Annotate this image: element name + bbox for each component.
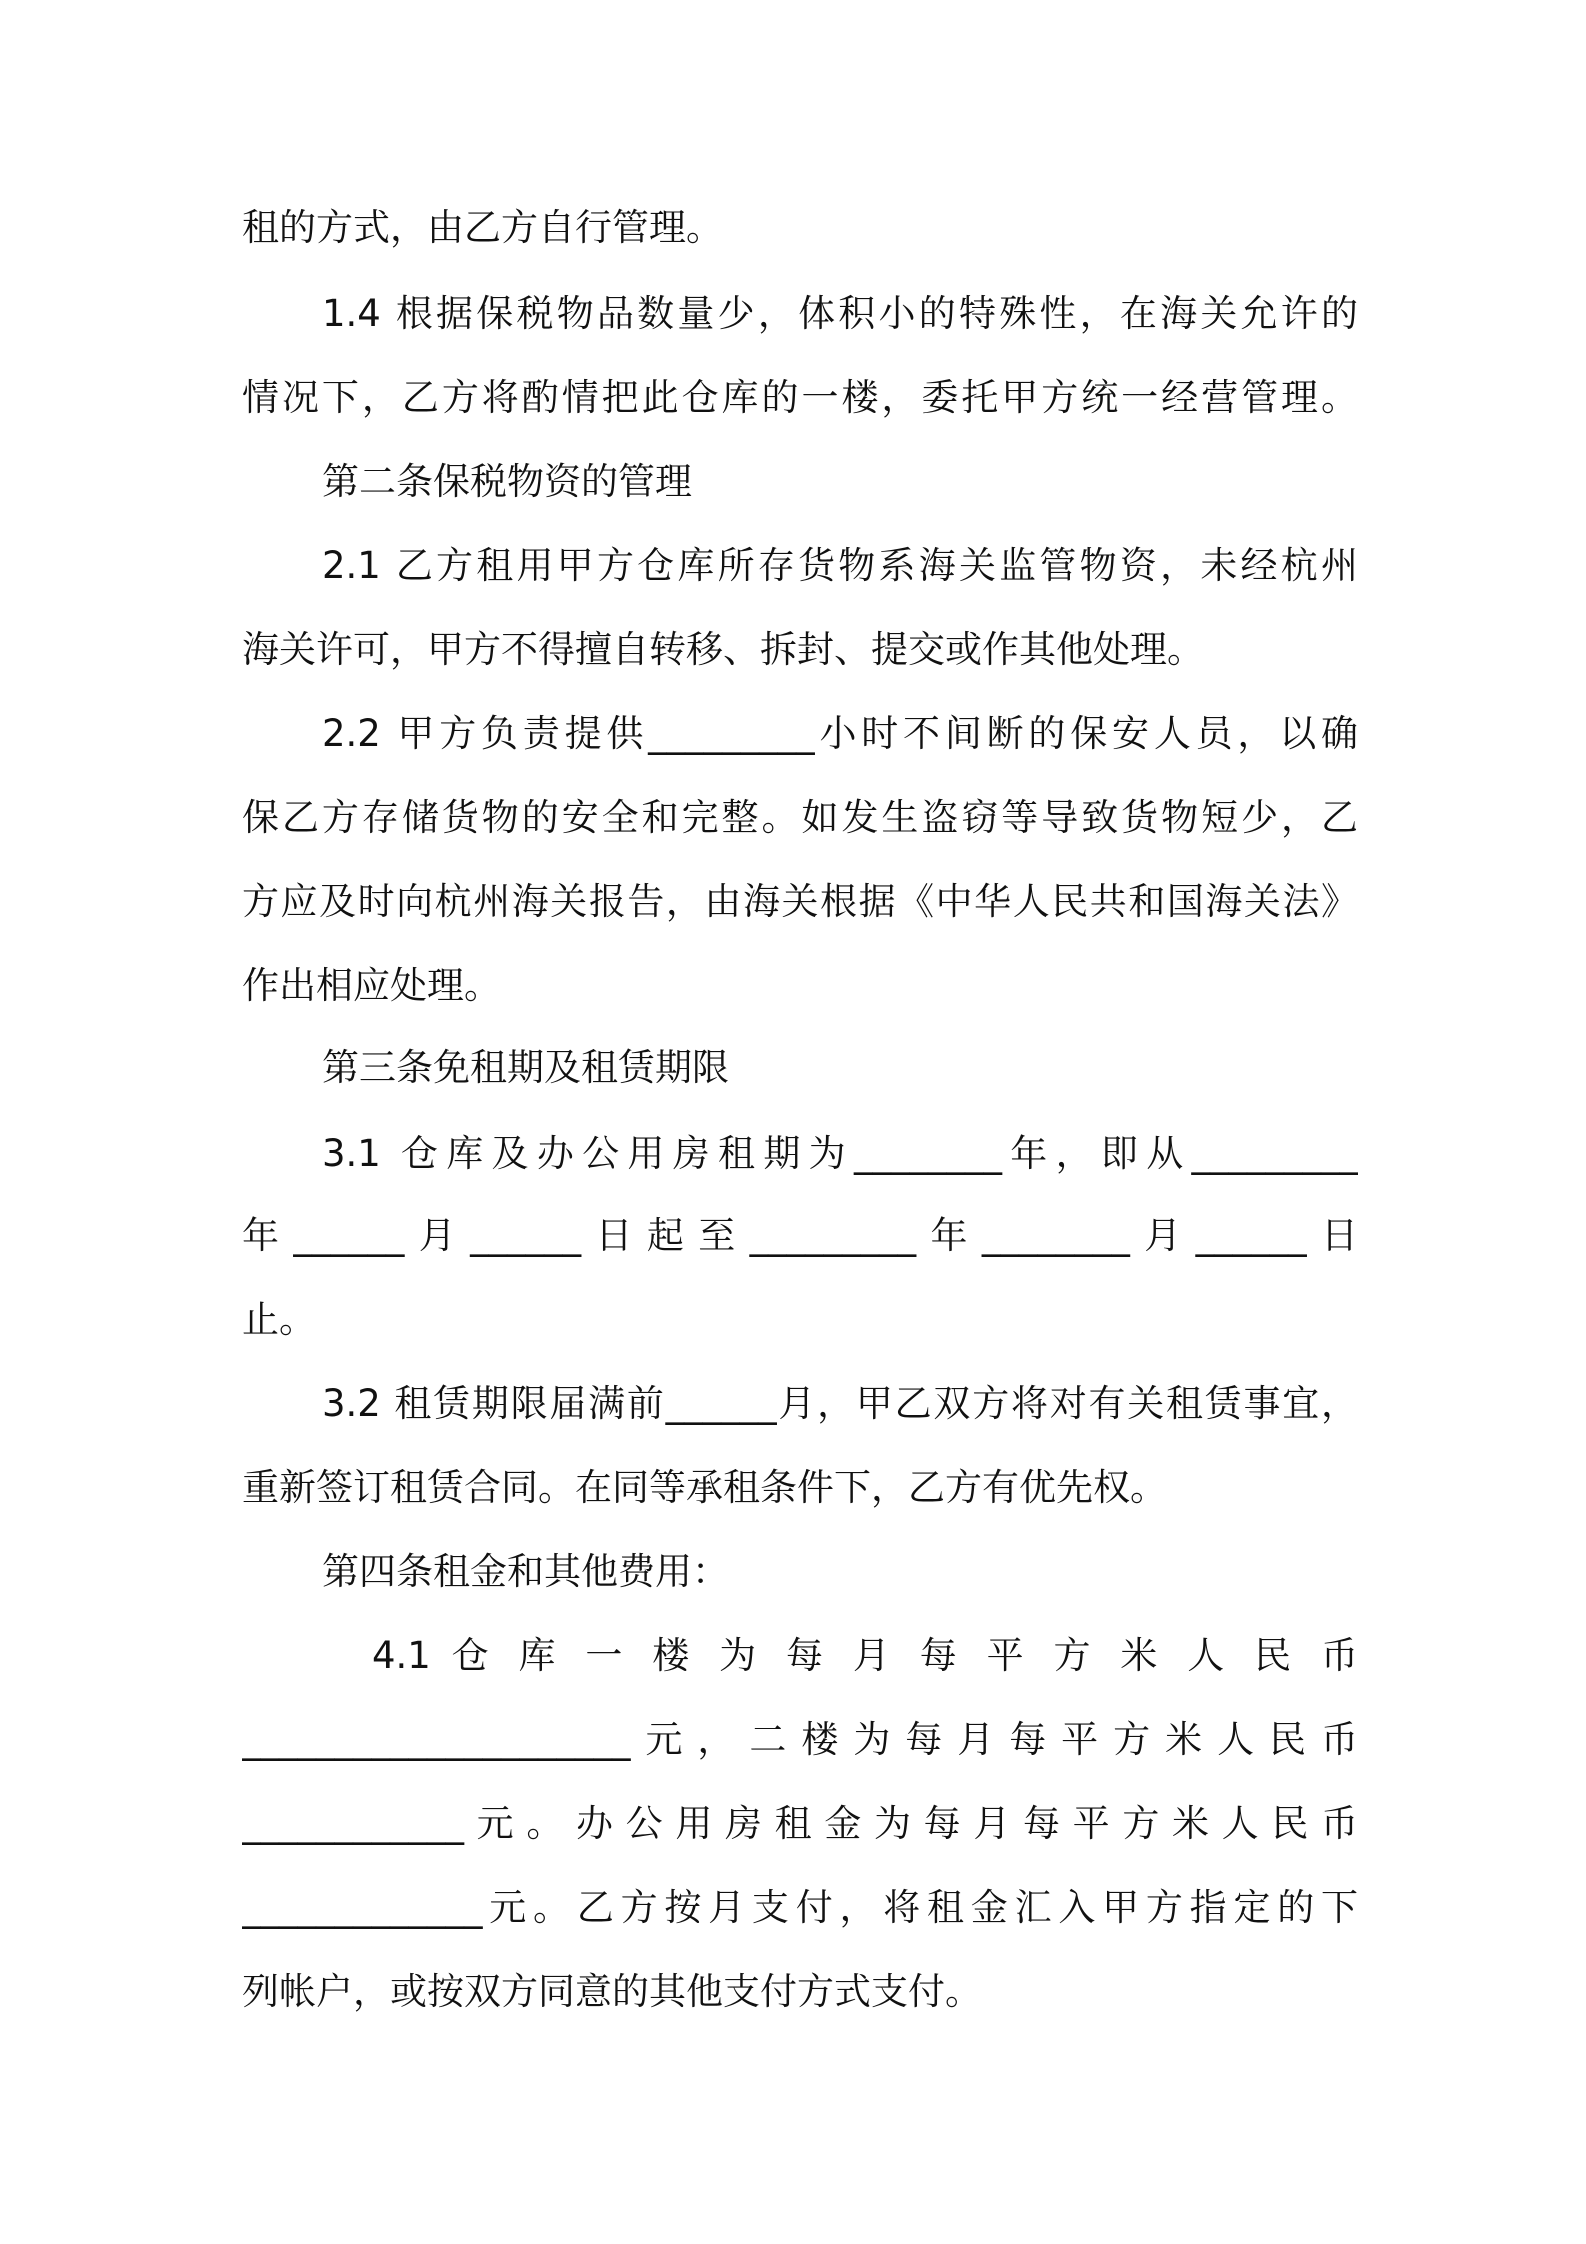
text-line-6: 海关许可，甲方不得擅自转移、拆封、提交或作其他处理。: [242, 628, 1204, 671]
section-heading-4: 第四条租金和其他费用：: [322, 1550, 729, 1593]
text-line-7: 2.2 甲方负责提供_________小时不间断的保安人员，以确: [322, 712, 1358, 755]
text-line-13: 年______月______日起至_________年________月______日: [242, 1214, 1358, 1257]
text-line-9: 方应及时向杭州海关报告，由海关根据《中华人民共和国海关法》: [242, 880, 1358, 923]
section-heading-3: 第三条免租期及租赁期限: [322, 1046, 729, 1089]
text-line-10: 作出相应处理。: [242, 964, 501, 1007]
text-line-1: 租的方式，由乙方自行管理。: [242, 206, 723, 249]
text-line-19: _____________________元，二楼为每月每平方米人民币: [242, 1718, 1358, 1761]
text-line-8: 保乙方存储货物的安全和完整。如发生盗窃等导致货物短少，乙: [242, 796, 1358, 839]
text-line-18: 4.1 仓 库 一 楼 为 每 月 每 平 方 米 人 民 币: [372, 1634, 1358, 1677]
text-line-12: 3.1 仓库及办公用房租期为________年，即从_________: [322, 1132, 1358, 1175]
text-line-3: 情况下，乙方将酌情把此仓库的一楼，委托甲方统一经营管理。: [242, 376, 1358, 419]
text-line-21: _____________元。乙方按月支付，将租金汇入甲方指定的下: [242, 1886, 1358, 1929]
text-line-2: 1.4 根据保税物品数量少，体积小的特殊性，在海关允许的: [322, 292, 1358, 335]
section-heading-2: 第二条保税物资的管理: [322, 460, 692, 503]
text-line-15: 3.2 租赁期限届满前______月，甲乙双方将对有关租赁事宜，: [322, 1382, 1358, 1425]
text-line-20: ____________元。办公用房租金为每月每平方米人民币: [242, 1802, 1358, 1845]
text-line-22: 列帐户，或按双方同意的其他支付方式支付。: [242, 1970, 982, 2013]
text-line-16: 重新签订租赁合同。在同等承租条件下，乙方有优先权。: [242, 1466, 1167, 1509]
text-line-14: 止。: [242, 1298, 316, 1341]
text-line-5: 2.1 乙方租用甲方仓库所存货物系海关监管物资，未经杭州: [322, 544, 1358, 587]
